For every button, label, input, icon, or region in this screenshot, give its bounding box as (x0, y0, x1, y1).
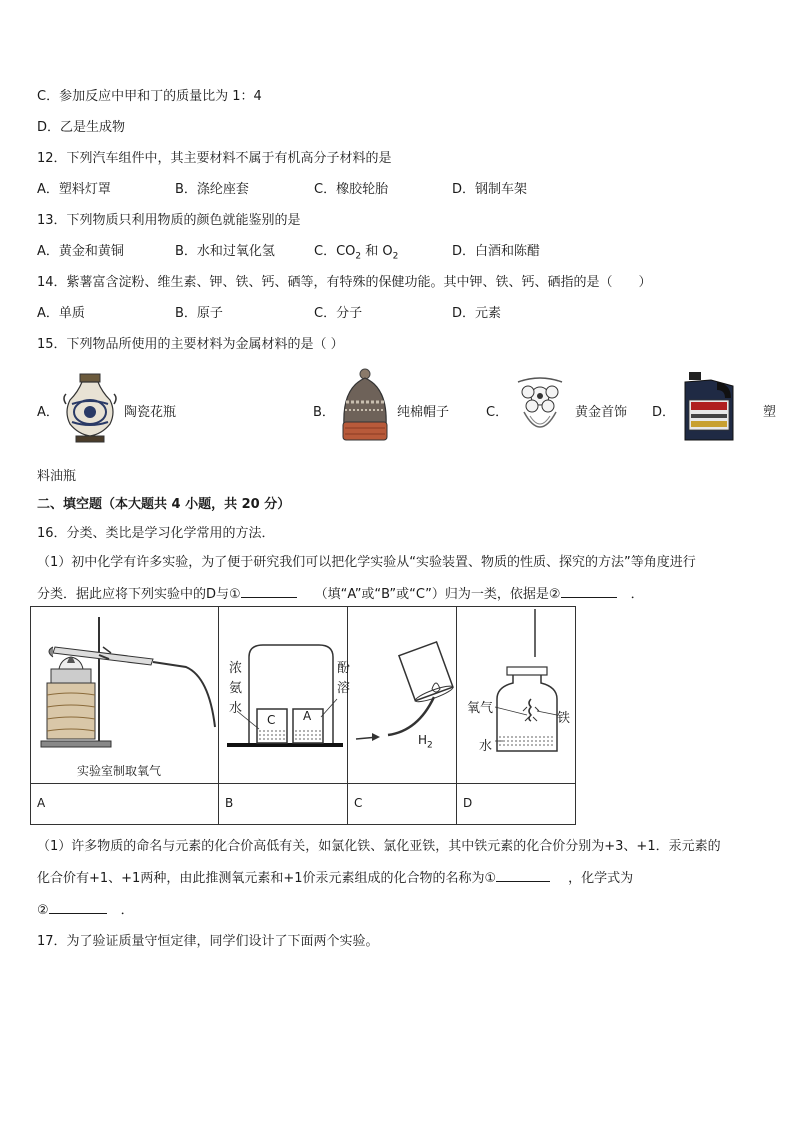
q16-part1-text2: （填“A”或“B”或“C”）归为一类，依据是② (314, 587, 561, 602)
iron-label: 铁 (557, 711, 571, 726)
phenol-label-2: 溶 (337, 681, 351, 696)
hydrogen-label-sub: 2 (427, 740, 433, 751)
q14-option-b: B．原子 (175, 306, 223, 321)
q13-option-c-text1: C．CO (314, 244, 356, 259)
question-17: 17．为了验证质量守恒定律，同学们设计了下面两个实验。 (37, 934, 379, 949)
question-13: 13．下列物质只利用物质的颜色就能鉴别的是 (37, 213, 301, 228)
question-15: 15．下列物品所使用的主要材料为金属材料的是（ ） (37, 337, 344, 352)
q13-option-a: A．黄金和黄铜 (37, 244, 124, 259)
cell-a-caption: 实验室制取氧气 (77, 764, 162, 778)
q12-option-a: A．塑料灯罩 (37, 182, 111, 197)
cell-c-diagram (348, 607, 457, 784)
question-16-part1-line1: （1）初中化学有许多实验，为了便于研究我们可以把化学实验从“实验装置、物质的性质、探究的方法”等角度进行 (37, 555, 696, 570)
water-label: 水 (479, 739, 493, 754)
iron-burning-diagram (457, 607, 575, 757)
oil-bottle-image (681, 370, 737, 442)
q15-option-d-label: 塑 (763, 405, 777, 420)
ammonia-label-2: 氨 (229, 681, 243, 696)
q12-option-b: B．涤纶座套 (175, 182, 249, 197)
q13-option-c-sub1: 2 (355, 251, 362, 262)
question-16-part2-line2 (37, 867, 633, 886)
jewelry-image (508, 372, 572, 442)
q14-option-d: D．元素 (452, 306, 502, 321)
section-heading-fill-in: 二、填空题（本大题共 4 小题，共 20 分） (37, 497, 291, 512)
phenol-label-1: 酚 (337, 661, 351, 676)
q13-option-d: D．白酒和陈醋 (452, 244, 541, 259)
cell-c-label (348, 784, 457, 825)
cell-b-diagram (219, 607, 351, 784)
q15-option-d-letter: D． (652, 405, 676, 420)
question-16-part1-line2 (37, 583, 644, 602)
q16-blank-4[interactable] (49, 901, 107, 914)
hat-image (338, 368, 392, 444)
q16-blank-3[interactable] (496, 869, 550, 882)
q13-option-b: B．水和过氧化氢 (175, 244, 275, 259)
option-d-q11: D．乙是生成物 (37, 120, 126, 135)
question-14: 14．紫薯富含淀粉、维生素、钾、铁、钙、硒等，有特殊的保健功能。其中钾、铁、钙、硒指的是（ ） (37, 275, 652, 290)
q14-option-a: A．单质 (37, 306, 85, 321)
oxygen-label: 氧气 (467, 701, 494, 716)
vase-image (60, 372, 120, 444)
q12-option-c: C．橡胶轮胎 (314, 182, 389, 197)
hydrogen-label-text: H (418, 733, 428, 747)
q15-option-c-letter: C． (486, 405, 509, 420)
q16-part1-text1: 分类．据此应将下列实验中的D与① (37, 587, 241, 602)
cell-a-letter: A (37, 796, 46, 810)
hydrogen-combustion-diagram (348, 607, 456, 757)
beaker-a-label: A (303, 709, 312, 723)
cell-c-letter: C (354, 796, 363, 810)
q16-part2-text2: ，化学式为 (568, 871, 634, 886)
q16-blank-1[interactable] (241, 585, 297, 598)
question-16: 16．分类、类比是学习化学常用的方法． (37, 526, 275, 541)
cell-b-label (219, 784, 348, 825)
question-16-part2-line3 (37, 899, 134, 918)
q16-blank-2[interactable] (561, 585, 617, 598)
cell-d-diagram (457, 607, 576, 784)
option-c-q11: C．参加反应中甲和丁的质量比为 1：4 (37, 89, 262, 104)
q13-option-c (314, 240, 398, 262)
ammonia-label-1: 浓 (229, 661, 243, 676)
q15-option-b-label: 纯棉帽子 (397, 405, 450, 420)
q15-option-c-label: 黄金首饰 (575, 405, 628, 420)
q15-option-d-label-continued: 料油瓶 (37, 469, 77, 484)
q15-option-b-letter: B． (313, 405, 335, 420)
cell-d-label (457, 784, 576, 825)
q16-part2-text1: 化合价有+1、+1两种，由此推测氧元素和+1价汞元素组成的化合物的名称为① (37, 871, 497, 886)
cell-d-letter: D (463, 796, 473, 810)
oxygen-apparatus-diagram (31, 607, 218, 757)
ammonia-label-3: 水 (229, 701, 243, 716)
q15-option-a-letter: A． (37, 405, 59, 420)
q15-option-a-label: 陶瓷花瓶 (124, 405, 177, 420)
cell-a-label (31, 784, 219, 825)
q12-option-d: D．钢制车架 (452, 182, 528, 197)
q16-part2-text4: ． (120, 903, 134, 918)
q13-option-c-sub2: 2 (392, 251, 399, 262)
q16-part2-text3: ② (37, 903, 49, 918)
experiment-table (30, 606, 576, 825)
cell-a-diagram (31, 607, 219, 784)
q16-part1-text3: ． (630, 587, 644, 602)
q14-option-c: C．分子 (314, 306, 363, 321)
beaker-c-label: C (267, 713, 276, 727)
cell-b-letter: B (225, 796, 234, 810)
question-12: 12．下列汽车组件中，其主要材料不属于有机高分子材料的是 (37, 151, 392, 166)
q13-option-c-text2: 和 O (361, 244, 393, 259)
hydrogen-label (418, 733, 433, 750)
question-16-part2-line1: （1）许多物质的命名与元素的化合价高低有关，如氯化铁、氯化亚铁，其中铁元素的化合价分别为+3、+1．汞元素的 (37, 839, 721, 854)
